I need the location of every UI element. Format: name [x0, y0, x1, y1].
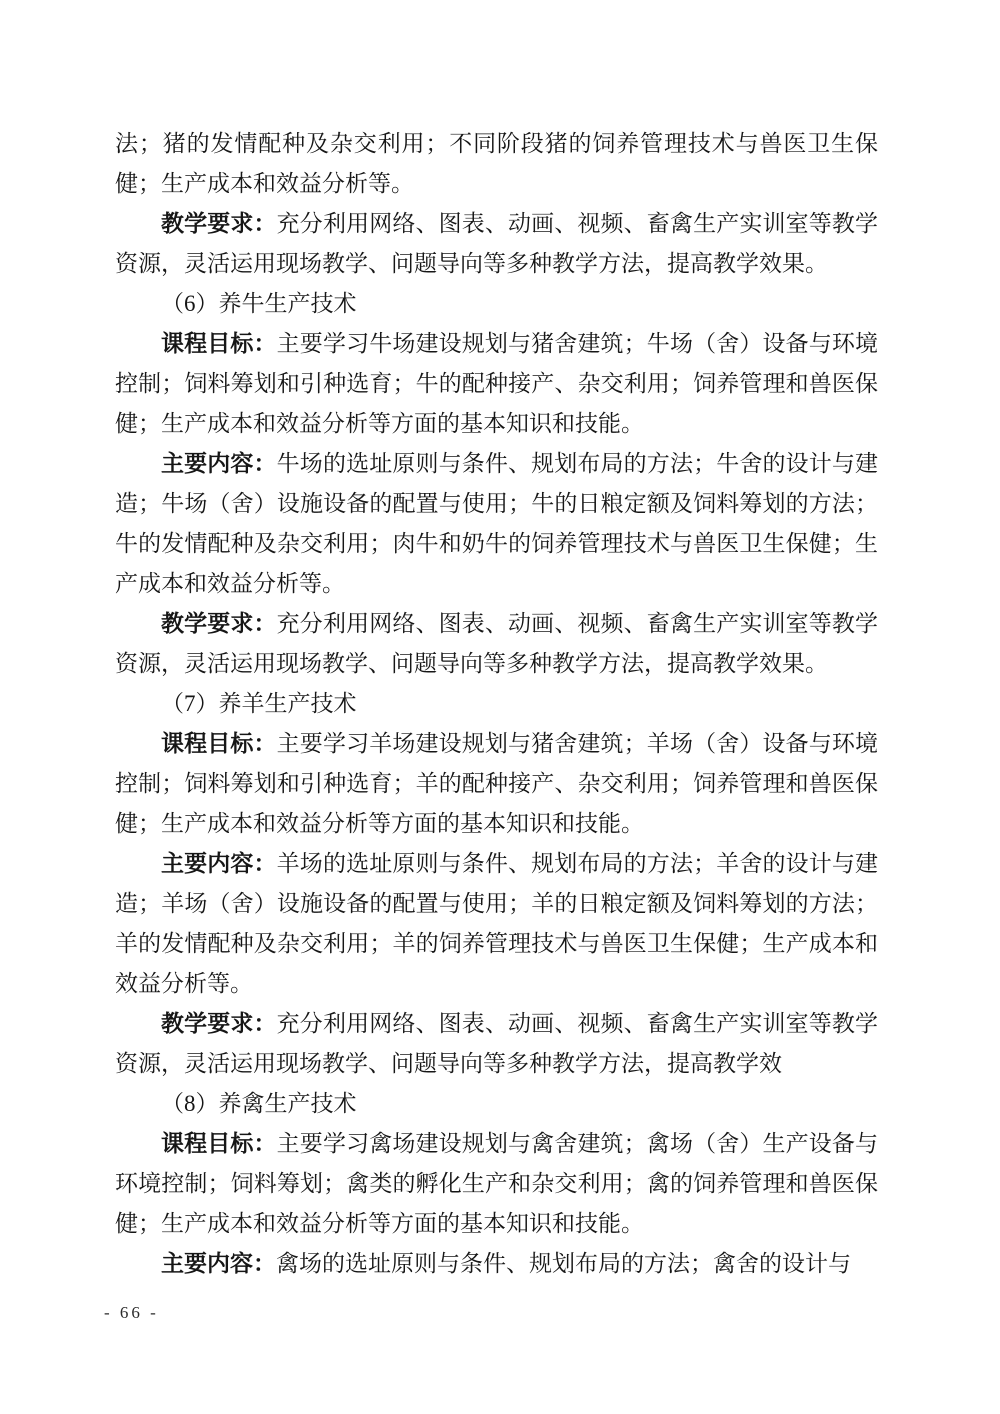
paragraph — [115, 724, 878, 844]
paragraph-text: 充分利用网络、图表、动画、视频、畜禽生产实训室等教学资源，灵活运用现场教学、问题导向等多种教学方法，提高教学效果。 — [115, 211, 879, 276]
paragraph-text: 充分利用网络、图表、动画、视频、畜禽生产实训室等教学资源，灵活运用现场教学、问题导向等多种教学方法，提高教学效果。 — [115, 611, 879, 676]
section-heading-text: （6）养牛生产技术 — [161, 291, 357, 316]
paragraph-label: 主要内容： — [161, 851, 277, 876]
section-heading — [115, 284, 878, 324]
paragraph — [115, 1004, 878, 1084]
paragraph — [115, 1124, 878, 1244]
paragraph-text: 羊场的选址原则与条件、规划布局的方法；羊舍的设计与建造；羊场（舍）设施设备的配置与使用；羊的日粮定额及饲料筹划的方法；羊的发情配种及杂交利用；羊的饲养管理技术与兽医卫生保健；生产成本和效益分析等。 — [115, 851, 879, 996]
paragraph-text: 牛场的选址原则与条件、规划布局的方法；牛舍的设计与建造；牛场（舍）设施设备的配置与使用；牛的日粮定额及饲料筹划的方法；牛的发情配种及杂交利用；肉牛和奶牛的饲养管理技术与兽医卫生保健；生产成本和效益分析等。 — [115, 451, 879, 596]
section-heading-text: （8）养禽生产技术 — [161, 1091, 357, 1116]
paragraph-label: 教学要求： — [161, 611, 277, 636]
paragraph — [115, 1244, 878, 1284]
paragraph — [115, 844, 878, 1004]
document-body — [115, 124, 878, 1284]
page-number: - 66 - — [104, 1303, 159, 1322]
section-heading — [115, 1084, 878, 1124]
paragraph-label: 课程目标： — [161, 731, 277, 756]
paragraph-text: 主要学习牛场建设规划与猪舍建筑；牛场（舍）设备与环境控制；饲料筹划和引种选育；牛的配种接产、杂交利用；饲养管理和兽医保健；生产成本和效益分析等方面的基本知识和技能。 — [115, 331, 879, 436]
paragraph — [115, 444, 878, 604]
paragraph-label: 课程目标： — [161, 331, 277, 356]
paragraph-text: 主要学习禽场建设规划与禽舍建筑；禽场（舍）生产设备与环境控制；饲料筹划；禽类的孵化生产和杂交利用；禽的饲养管理和兽医保健；生产成本和效益分析等方面的基本知识和技能。 — [115, 1131, 879, 1236]
paragraph-text: 禽场的选址原则与条件、规划布局的方法；禽舍的设计与 — [276, 1251, 851, 1276]
paragraph — [115, 604, 878, 684]
paragraph-label: 教学要求： — [161, 211, 277, 236]
section-heading — [115, 684, 878, 724]
section-heading-text: （7）养羊生产技术 — [161, 691, 357, 716]
paragraph-text: 主要学习羊场建设规划与猪舍建筑；羊场（舍）设备与环境控制；饲料筹划和引种选育；羊的配种接产、杂交利用；饲养管理和兽医保健；生产成本和效益分析等方面的基本知识和技能。 — [115, 731, 879, 836]
paragraph — [115, 124, 878, 204]
paragraph — [115, 204, 878, 284]
paragraph — [115, 324, 878, 444]
paragraph-text: 充分利用网络、图表、动画、视频、畜禽生产实训室等教学资源，灵活运用现场教学、问题导向等多种教学方法，提高教学效 — [115, 1011, 879, 1076]
paragraph-label: 主要内容： — [161, 1251, 276, 1276]
paragraph-label: 课程目标： — [161, 1131, 277, 1156]
paragraph-label: 教学要求： — [161, 1011, 277, 1036]
paragraph-text: 法；猪的发情配种及杂交利用；不同阶段猪的饲养管理技术与兽医卫生保健；生产成本和效益分析等。 — [115, 131, 878, 196]
paragraph-label: 主要内容： — [161, 451, 277, 476]
